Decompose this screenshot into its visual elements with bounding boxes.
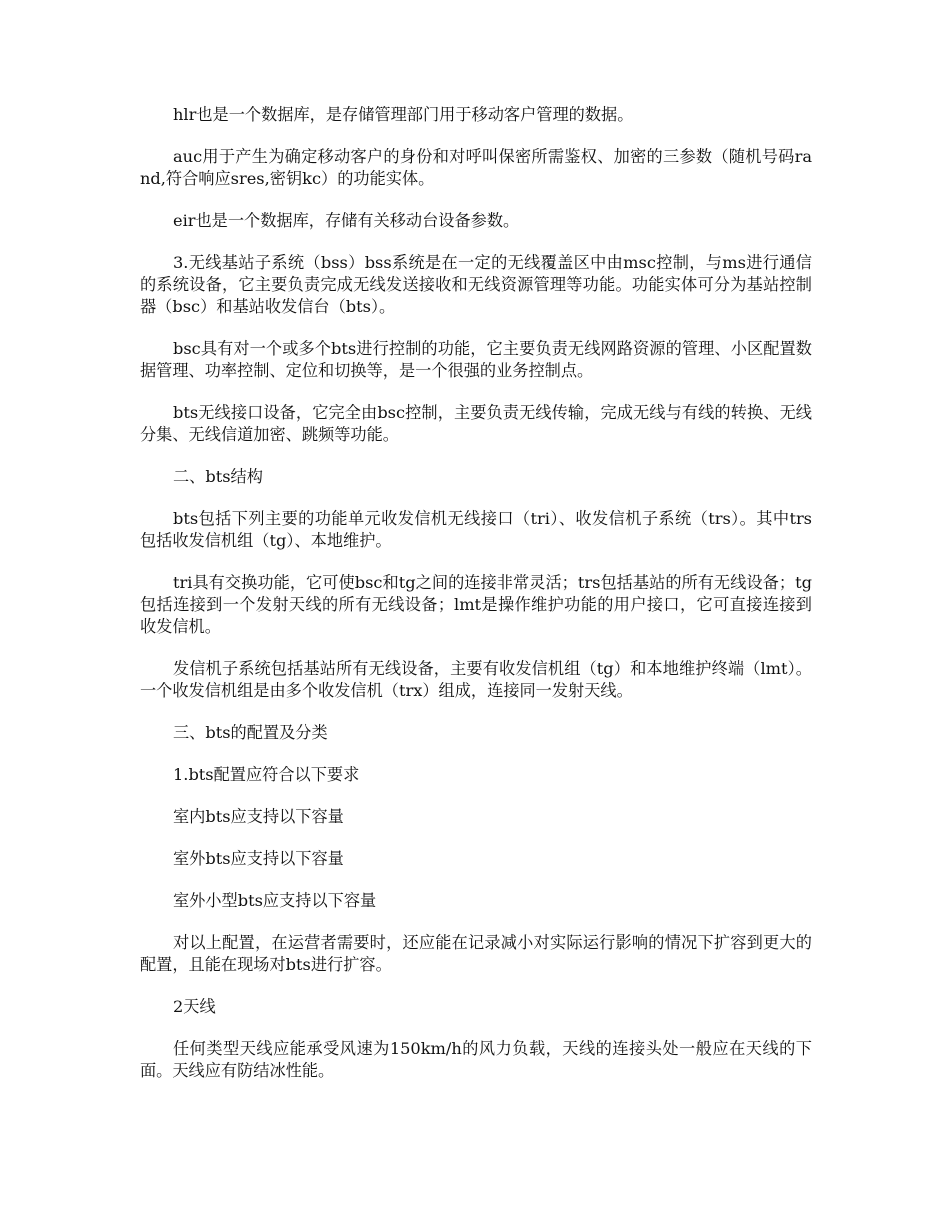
paragraph-bts-units: bts包括下列主要的功能单元收发信机无线接口（tri）、收发信机子系统（trs）。其中trs包括收发信机组（tg）、本地维护。: [140, 509, 812, 550]
paragraph-bsc: bsc具有对一个或多个bts进行控制的功能，它主要负责无线网路资源的管理、小区配置数据管理、功率控制、定位和切换等，是一个很强的业务控制点。: [140, 339, 812, 380]
paragraph-auc: auc用于产生为确定移动客户的身份和对呼叫保密所需鉴权、加密的三参数（随机号码rand,符合响应sres,密钥kc）的功能实体。: [140, 147, 812, 188]
paragraph-outdoor-bts: 室外bts应支持以下容量: [173, 849, 344, 868]
paragraph-tri: tri具有交换功能，它可使bsc和tg之间的连接非常灵活；trs包括基站的所有无线设备；tg包括连接到一个发射天线的所有无线设备；lmt是操作维护功能的用户接口，它可直接连接到收发信机。: [140, 573, 812, 636]
subheading-antenna: 2天线: [173, 997, 216, 1016]
paragraph-outdoor-small-bts: 室外小型bts应支持以下容量: [173, 891, 377, 910]
heading-bts-config: 三、bts的配置及分类: [173, 723, 328, 742]
paragraph-indoor-bts: 室内bts应支持以下容量: [173, 807, 344, 826]
paragraph-hlr: hlr也是一个数据库，是存储管理部门用于移动客户管理的数据。: [173, 105, 634, 124]
paragraph-eir: eir也是一个数据库，存储有关移动台设备参数。: [173, 211, 520, 230]
paragraph-antenna: 任何类型天线应能承受风速为150km/h的风力负载，天线的连接头处一般应在天线的下面。天线应有防结冰性能。: [140, 1039, 812, 1080]
paragraph-expansion: 对以上配置，在运营者需要时，还应能在记录减小对实际运行影响的情况下扩容到更大的配置，且能在现场对bts进行扩容。: [140, 933, 812, 974]
heading-bts-structure: 二、bts结构: [173, 467, 263, 486]
subheading-config-requirements: 1.bts配置应符合以下要求: [173, 765, 360, 784]
paragraph-bss: 3.无线基站子系统（bss）bss系统是在一定的无线覆盖区中由msc控制，与ms进行通信的系统设备，它主要负责完成无线发送接收和无线资源管理等功能。功能实体可分为基站控制器（bsc）和基站收发信台（bts）。: [140, 253, 812, 316]
paragraph-transmitter-subsystem: 发信机子系统包括基站所有无线设备，主要有收发信机组（tg）和本地维护终端（lmt）。一个收发信机组是由多个收发信机（trx）组成，连接同一发射天线。: [140, 659, 812, 700]
paragraph-bts: bts无线接口设备，它完全由bsc控制，主要负责无线传输，完成无线与有线的转换、无线分集、无线信道加密、跳频等功能。: [140, 403, 812, 444]
document-body: [140, 104, 812, 1102]
